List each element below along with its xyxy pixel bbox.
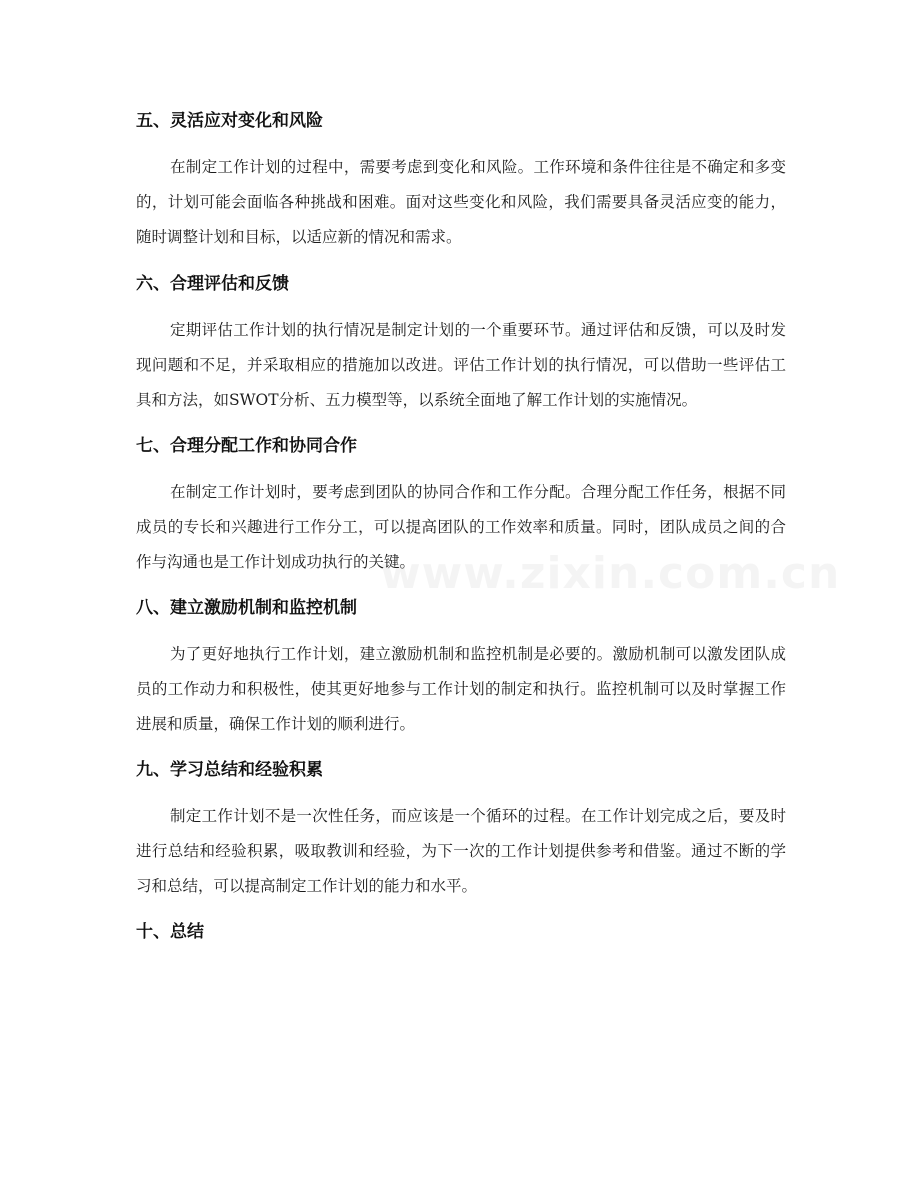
section-7 <box>136 433 786 580</box>
section-5 <box>136 108 786 255</box>
section-paragraph: 定期评估工作计划的执行情况是制定计划的一个重要环节。通过评估和反馈，可以及时发现问题和不足，并采取相应的措施加以改进。评估工作计划的执行情况，可以借助一些评估工具和方法，如SWOT分析、五力模型等，以系统全面地了解工作计划的实施情况。 <box>136 321 786 409</box>
section-heading: 十、总结 <box>136 922 204 942</box>
section-heading: 八、建立激励机制和监控机制 <box>136 598 357 618</box>
document-content <box>136 108 786 960</box>
section-heading: 七、合理分配工作和协同合作 <box>136 436 357 456</box>
section-10 <box>136 919 786 945</box>
section-9 <box>136 757 786 904</box>
section-8 <box>136 595 786 742</box>
section-paragraph: 为了更好地执行工作计划，建立激励机制和监控机制是必要的。激励机制可以激发团队成员的工作动力和积极性，使其更好地参与工作计划的制定和执行。监控机制可以及时掌握工作进展和质量，确保工作计划的顺利进行。 <box>136 645 786 733</box>
section-paragraph: 在制定工作计划的过程中，需要考虑到变化和风险。工作环境和条件往往是不确定和多变的，计划可能会面临各种挑战和困难。面对这些变化和风险，我们需要具备灵活应变的能力，随时调整计划和目标，以适应新的情况和需求。 <box>136 158 786 246</box>
section-6 <box>136 271 786 418</box>
section-heading: 九、学习总结和经验积累 <box>136 760 323 780</box>
section-paragraph: 在制定工作计划时，要考虑到团队的协同合作和工作分配。合理分配工作任务，根据不同成员的专长和兴趣进行工作分工，可以提高团队的工作效率和质量。同时，团队成员之间的合作与沟通也是工作计划成功执行的关键。 <box>136 483 786 571</box>
section-paragraph: 制定工作计划不是一次性任务，而应该是一个循环的过程。在工作计划完成之后，要及时进行总结和经验积累，吸取教训和经验，为下一次的工作计划提供参考和借鉴。通过不断的学习和总结，可以提高制定工作计划的能力和水平。 <box>136 807 786 895</box>
section-heading: 六、合理评估和反馈 <box>136 274 289 294</box>
section-heading: 五、灵活应对变化和风险 <box>136 111 323 131</box>
